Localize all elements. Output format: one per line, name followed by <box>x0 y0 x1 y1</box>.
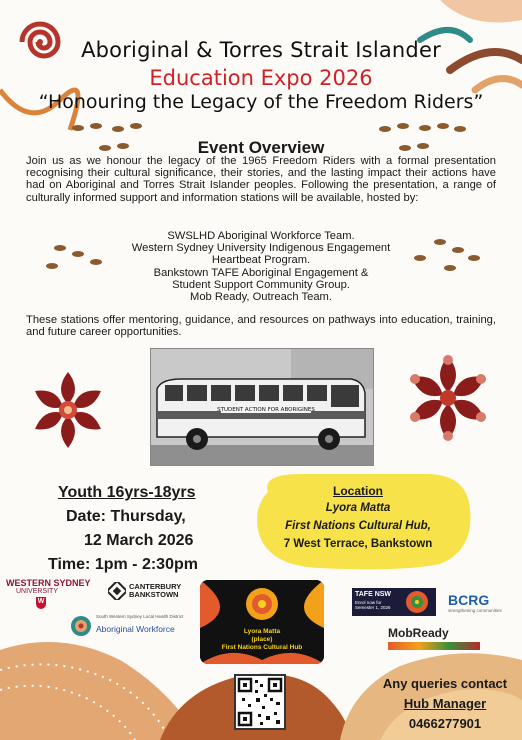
aw-small-text: South Western Sydney Local Health District <box>96 614 184 619</box>
lyora-caption-2: (place) <box>251 636 273 643</box>
contact-line-1: Any queries contact <box>382 676 508 691</box>
tafe-nsw-banner <box>352 588 436 616</box>
mob-ready-name: MobReady <box>388 626 449 640</box>
bcrg-logo <box>448 592 502 613</box>
time-label: Time: 1pm - 2:30pm <box>48 556 198 573</box>
date-line-1: Date: Thursday, <box>66 508 186 525</box>
tafe-name: TAFE NSW <box>355 591 392 598</box>
location-hub: First Nations Cultural Hub, <box>285 520 431 532</box>
date-line-2: 12 March 2026 <box>84 532 194 549</box>
contact-hub-manager: Hub Manager <box>403 696 487 711</box>
aboriginal-workforce-mark-icon <box>70 615 92 637</box>
hands-circle-right-icon <box>408 355 489 441</box>
host-item: Mob Ready, Outreach Team. <box>190 291 332 304</box>
host-item: SWSLHD Aboriginal Workforce Team. <box>167 230 355 242</box>
cb-line-2: BANKSTOWN <box>129 590 179 599</box>
canterbury-bankstown-logo <box>108 582 181 600</box>
host-item: Western Sydney University Indigenous Engagement <box>131 242 391 255</box>
bus-illustration <box>151 349 374 466</box>
top-right-blob <box>440 0 522 23</box>
host-item: Student Support Community Group. <box>172 278 350 291</box>
tafe-art-icon <box>400 590 434 614</box>
hands-circle-left-icon <box>28 370 108 450</box>
host-item: Heartbeat Program. <box>211 254 311 267</box>
wsu-shield-icon: W <box>36 597 46 609</box>
qr-code-icon <box>236 676 284 728</box>
mob-ready-stripe <box>388 642 480 650</box>
lyora-caption-1: Lyora Matta <box>243 628 281 635</box>
location-address: 7 West Terrace, Bankstown <box>283 538 433 550</box>
overview-paragraph: Join us as we honour the legacy of the 1965 Freedom Riders with a formal presentation recognising their cultural significance, their stories, and the lasting impact their actions have had on Aboriginal and Torres Strait Islander peoples. Following the presentation, a range of culturally informed support and information stations will be available, hosted by: <box>26 155 496 204</box>
location-heading: Location <box>333 484 383 498</box>
title-line-3: “Honouring the Legacy of the Freedom Riders” <box>38 91 484 113</box>
bcrg-name: BCRG <box>448 592 490 608</box>
tafe-sub: Enrol now for Semester 1, 2026 <box>355 600 391 610</box>
wsu-logo <box>6 578 91 609</box>
qr-code[interactable] <box>234 674 286 730</box>
aboriginal-workforce-logo <box>70 614 183 637</box>
stations-paragraph: These stations offer mentoring, guidance, and resources on pathways into education, training, and future career opportunities. <box>26 314 496 339</box>
host-item: Bankstown TAFE Aboriginal Engagement & <box>153 266 369 279</box>
location-name: Lyora Matta <box>325 502 391 514</box>
title-line-1: Aboriginal & Torres Strait Islander <box>81 38 441 62</box>
bus-sign-text: STUDENT ACTION FOR ABORIGINES <box>217 407 315 413</box>
aw-name: Aboriginal Workforce <box>96 624 175 634</box>
audience-label: Youth 16yrs-18yrs <box>58 484 196 501</box>
wsu-logo-sub: UNIVERSITY <box>15 588 58 595</box>
host-list <box>100 230 422 303</box>
freedom-riders-bus-photo <box>150 348 374 466</box>
overview-heading: Event Overview <box>197 138 325 157</box>
title-line-2: Education Expo 2026 <box>149 66 373 90</box>
cb-line-1: CANTERBURY <box>129 582 182 591</box>
canterbury-bankstown-mark-icon <box>108 582 126 600</box>
contact-phone[interactable]: 0466277901 <box>408 716 482 731</box>
lyora-matta-card <box>200 580 324 664</box>
mob-ready-logo <box>388 626 480 650</box>
bcrg-sub: strengthening communities <box>448 608 502 613</box>
lyora-caption-3: First Nations Cultural Hub <box>221 644 303 651</box>
wsu-logo-name: WESTERN SYDNEY <box>6 578 91 588</box>
